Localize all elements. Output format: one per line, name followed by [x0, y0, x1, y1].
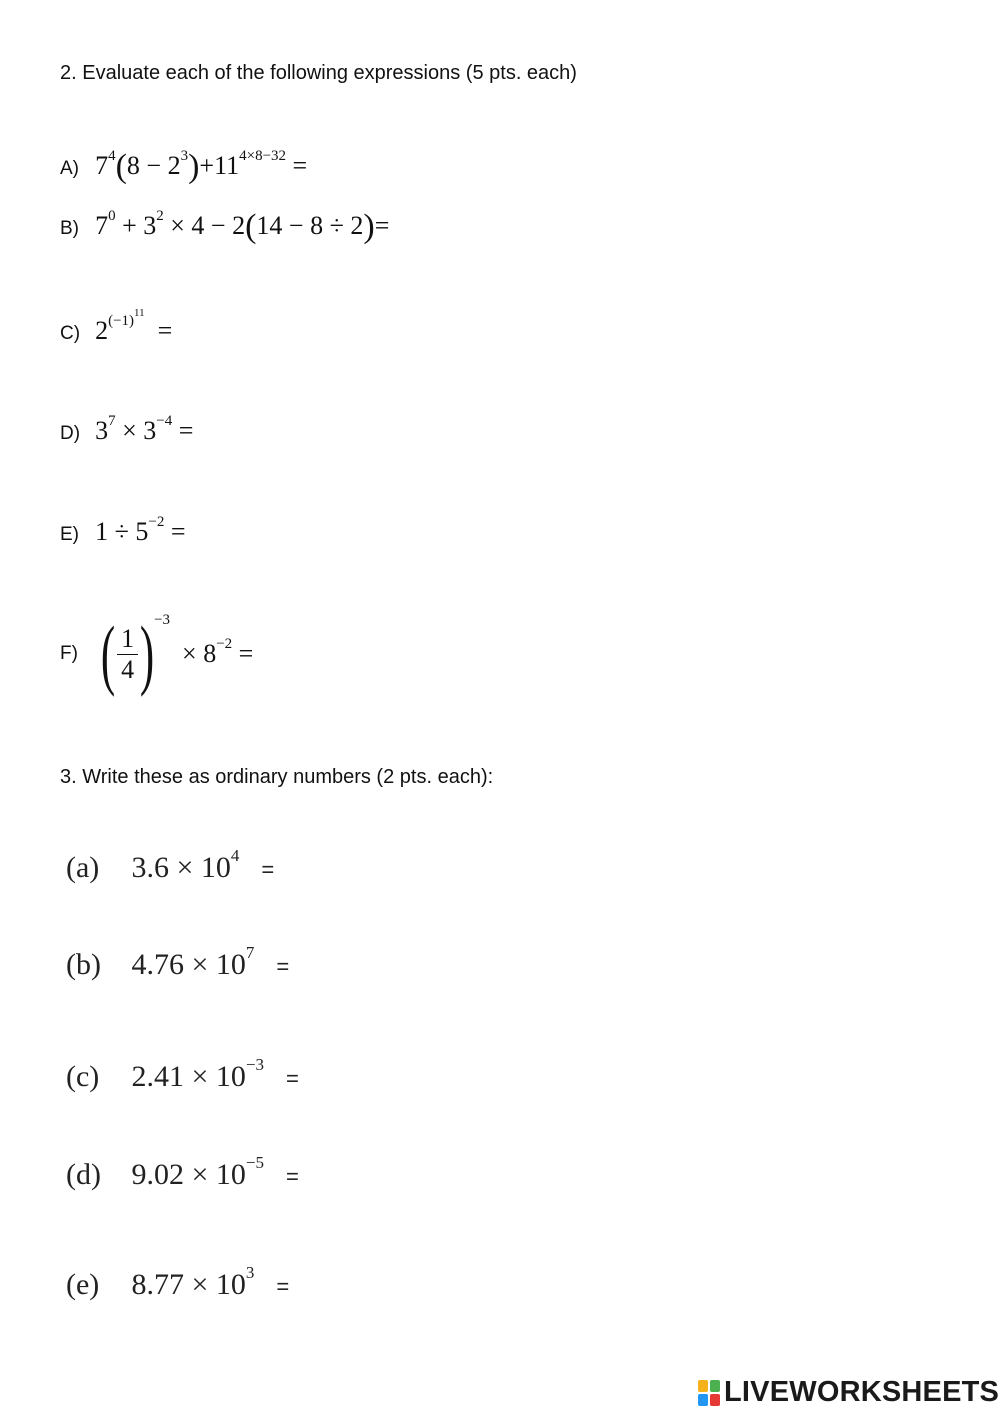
sci-exponent: 3 [245, 1263, 255, 1282]
sci-exponent: 7 [245, 943, 255, 962]
expression-label: F) [60, 643, 78, 664]
sci-mantissa: 9.02 [131, 1158, 184, 1191]
expression-a-math: $7^4(8 - 2^3)+11^{4\times 8-32}$ = [95, 148, 308, 185]
section-2-heading: 2. Evaluate each of the following expressions (5 pts. each) [60, 62, 577, 84]
sci-item-e: (e) $8.77 \times 10^3=$ [66, 1263, 290, 1301]
expression-label: A) [60, 158, 79, 179]
liveworksheets-logo [698, 1376, 999, 1409]
expression-c-math: $2^{(-1)^{11}}$ = [95, 307, 173, 345]
logo-grid-icon [698, 1380, 720, 1406]
sci-item-b: (b) $4.76 \times 10^7=$ [66, 943, 290, 981]
expression-label: B) [60, 218, 79, 239]
sci-item-d: (d) $9.02 \times 10^{-5}=$ [66, 1153, 299, 1191]
logo-square [710, 1380, 720, 1392]
sci-tag: (a) [66, 851, 100, 884]
logo-square [698, 1380, 708, 1392]
sci-tag: (e) [66, 1268, 100, 1301]
expression-label: D) [60, 423, 81, 444]
expression-label: C) [60, 322, 81, 344]
expression-f-math: ( $\frac{1}{4}$ ) −3 × $8^{-2}$ = [100, 610, 254, 697]
expression-d [60, 413, 194, 446]
logo-square [710, 1394, 720, 1406]
logo-text: LIVEWORKSHEETS [724, 1376, 1000, 1408]
logo-square [698, 1394, 708, 1406]
expression-b-math: $7^0 + 3^2 \times 4 - 2(14 - 8 \div 2)=$ [95, 208, 390, 245]
expression-label: E) [60, 524, 79, 545]
sci-tag: (d) [66, 1158, 101, 1191]
expression-e [60, 514, 186, 547]
sci-exponent: 4 [230, 846, 240, 865]
sci-item-a: (a) $3.6 \times 10^4=$ [66, 846, 275, 884]
sci-mantissa: 2.41 [131, 1060, 184, 1093]
expression-d-math: $3^7 \times 3^{-4}$ = [95, 413, 194, 445]
sci-item-c: (c) $2.41 \times 10^{-3}=$ [66, 1055, 299, 1093]
sci-mantissa: 3.6 [131, 851, 169, 884]
expression-f [60, 610, 254, 697]
expression-e-math: $1 \div 5^{-2}$ = [95, 514, 186, 546]
sci-tag: (c) [66, 1060, 100, 1093]
expression-c [60, 307, 173, 346]
sci-exponent: −5 [245, 1153, 265, 1172]
sci-tag: (b) [66, 948, 101, 981]
expression-a [60, 148, 307, 186]
sci-mantissa: 8.77 [131, 1268, 184, 1301]
fraction: $\frac{1}{4}$ [117, 624, 138, 685]
sci-mantissa: 4.76 [131, 948, 184, 981]
sci-exponent: −3 [245, 1055, 265, 1074]
expression-b [60, 208, 389, 246]
section-3-heading: 3. Write these as ordinary numbers (2 pts. each): [60, 766, 494, 788]
